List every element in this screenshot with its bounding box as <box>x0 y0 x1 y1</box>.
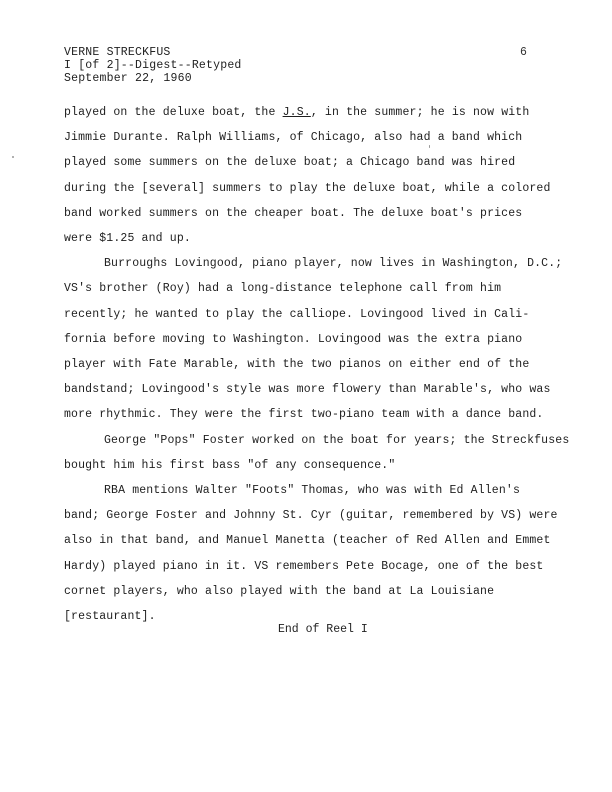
transcript-body <box>64 100 576 629</box>
interview-date: September 22, 1960 <box>64 72 192 85</box>
text-line: fornia before moving to Washington. Lovingood was the extra piano <box>64 332 523 346</box>
paragraph-start-line: Burroughs Lovingood, piano player, now lives in Washington, D.C.; <box>104 257 563 271</box>
text-segment: , in the summer; he is now with <box>310 106 530 119</box>
text-line <box>64 100 576 125</box>
scan-speck <box>429 145 430 148</box>
text-line: [restaurant]. <box>64 610 156 624</box>
page-number: 6 <box>520 46 527 59</box>
text-segment: played on the deluxe boat, the <box>64 106 283 119</box>
text-line: player with Fate Marable, with the two pianos on either end of the <box>64 358 530 372</box>
text-line: bandstand; Lovingood's style was more flowery than Marable's, who was <box>64 383 551 397</box>
text-line: Hardy) played piano in it. VS remembers Pete Bocage, one of the best <box>64 559 544 573</box>
interviewee-name: VERNE STRECKFUS <box>64 46 171 59</box>
text-line: band; George Foster and Johnny St. Cyr (guitar, remembered by VS) were <box>64 509 558 523</box>
document-header <box>64 46 242 85</box>
text-line: VS's brother (Roy) had a long-distance telephone call from him <box>64 282 502 296</box>
text-line: Jimmie Durante. Ralph Williams, of Chicago, also had a band which <box>64 131 523 145</box>
text-line: bought him his first bass "of any consequence." <box>64 458 396 472</box>
paragraph-start-line: George "Pops" Foster worked on the boat for years; the Streckfuses <box>104 433 570 447</box>
end-of-reel-note: End of Reel I <box>278 623 368 636</box>
reel-info: I [of 2]--Digest--Retyped <box>64 59 242 72</box>
scan-speck <box>12 156 14 158</box>
text-line: recently; he wanted to play the calliope. Lovingood lived in Cali- <box>64 307 530 321</box>
text-line: band worked summers on the cheaper boat. The deluxe boat's prices <box>64 206 523 220</box>
boat-name: J.S. <box>282 106 311 119</box>
text-line: were $1.25 and up. <box>64 232 191 246</box>
text-line: more rhythmic. They were the first two-piano team with a dance band. <box>64 408 544 422</box>
text-line: during the [several] summers to play the deluxe boat, while a colored <box>64 181 551 195</box>
text-line: cornet players, who also played with the band at La Louisiane <box>64 584 495 598</box>
text-line: played some summers on the deluxe boat; a Chicago band was hired <box>64 156 516 170</box>
text-line: also in that band, and Manuel Manetta (teacher of Red Allen and Emmet <box>64 534 551 548</box>
paragraph-start-line: RBA mentions Walter "Foots" Thomas, who was with Ed Allen's <box>104 484 521 498</box>
